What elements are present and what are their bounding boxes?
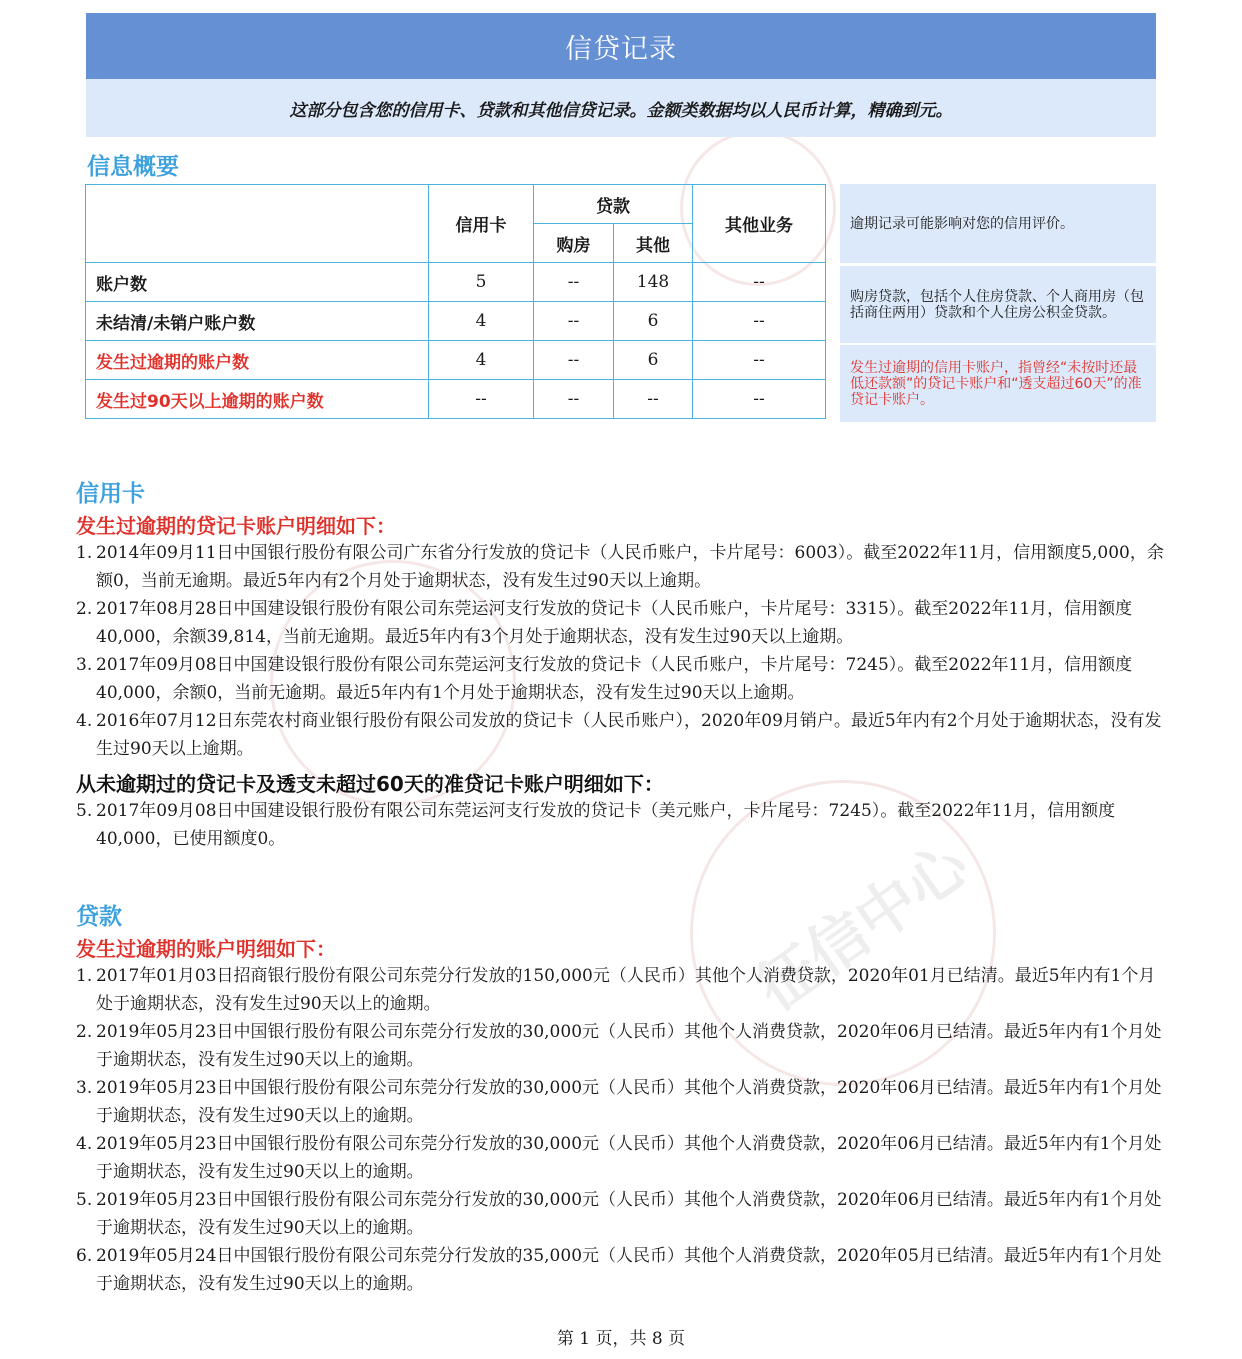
normal-cards-list: [76, 797, 1166, 853]
summary-note-overdue: 发生过逾期的信用卡账户，指曾经“未按时还最低还款额”的贷记卡账户和“透支超过60天”的准贷记卡账户。: [840, 345, 1156, 422]
cell-other: 6: [614, 341, 693, 380]
item-text: 2019年05月23日中国银行股份有限公司东莞分行发放的30,000元（人民币）其他个人消费贷款，2020年06月已结清。最近5年内有1个月处于逾期状态，没有发生过90天以上的逾期。: [96, 1022, 1162, 1070]
table-row: [86, 263, 826, 302]
cell-other: --: [614, 380, 693, 419]
list-item: [76, 1130, 1166, 1186]
summary-heading: 信息概要: [87, 154, 179, 180]
row-label: 发生过90天以上逾期的账户数: [86, 380, 429, 419]
item-number: 2.: [76, 599, 93, 619]
cell-credit-card: 5: [429, 263, 534, 302]
item-text: 2017年08月28日中国建设银行股份有限公司东莞运河支行发放的贷记卡（人民币账户，卡片尾号：3315）。截至2022年11月，信用额度40,000，余额39,814，当前无逾期。最近5年内有3个月处于逾期状态，没有发生过90天以上逾期。: [96, 599, 1133, 647]
list-item: [76, 707, 1166, 763]
overdue-loans-heading: 发生过逾期的账户明细如下：: [76, 937, 336, 961]
cell-other-business: --: [693, 302, 826, 341]
summary-note: 购房贷款，包括个人住房贷款、个人商用房（包括商住两用）贷款和个人住房公积金贷款。: [840, 266, 1156, 343]
item-text: 2014年09月11日中国银行股份有限公司广东省分行发放的贷记卡（人民币账户，卡片尾号：6003）。截至2022年11月，信用额度5,000，余额0，当前无逾期。最近5年内有2个月处于逾期状态，没有发生过90天以上逾期。: [96, 543, 1164, 591]
item-number: 5.: [76, 801, 93, 821]
cell-other: 148: [614, 263, 693, 302]
item-number: 1.: [76, 966, 93, 986]
list-item: [76, 797, 1166, 853]
row-label: 账户数: [86, 263, 429, 302]
item-text: 2016年07月12日东莞农村商业银行股份有限公司发放的贷记卡（人民币账户），2020年09月销户。最近5年内有2个月处于逾期状态，没有发生过90天以上逾期。: [96, 711, 1162, 759]
item-text: 2019年05月24日中国银行股份有限公司东莞分行发放的35,000元（人民币）其他个人消费贷款，2020年05月已结清。最近5年内有1个月处于逾期状态，没有发生过90天以上的逾期。: [96, 1246, 1162, 1294]
item-number: 4.: [76, 711, 93, 731]
credit-card-section-title: 信用卡: [76, 481, 145, 507]
table-row: [86, 302, 826, 341]
page-title: 信贷记录: [86, 13, 1156, 79]
watermark-stamp-text: 征信中心: [744, 829, 982, 1025]
table-row: [86, 380, 826, 419]
overdue-loans-list: [76, 962, 1166, 1298]
col-header-loan: 贷款: [534, 185, 693, 224]
item-number: 4.: [76, 1134, 93, 1154]
overdue-cards-heading: 发生过逾期的贷记卡账户明细如下：: [76, 514, 396, 538]
list-item: [76, 962, 1166, 1018]
item-text: 2017年09月08日中国建设银行股份有限公司东莞运河支行发放的贷记卡（美元账户，卡片尾号：7245）。截至2022年11月，信用额度40,000，已使用额度0。: [96, 801, 1116, 849]
list-item: [76, 651, 1166, 707]
item-number: 3.: [76, 655, 93, 675]
list-item: [76, 1074, 1166, 1130]
overdue-cards-list: [76, 539, 1166, 763]
col-header-loan-housing: 购房: [534, 224, 614, 263]
item-text: 2019年05月23日中国银行股份有限公司东莞分行发放的30,000元（人民币）其他个人消费贷款，2020年06月已结清。最近5年内有1个月处于逾期状态，没有发生过90天以上的逾期。: [96, 1078, 1162, 1126]
list-item: [76, 1018, 1166, 1074]
cell-housing: --: [534, 263, 614, 302]
normal-cards-heading: 从未逾期过的贷记卡及透支未超过60天的准贷记卡账户明细如下：: [76, 772, 664, 796]
table-corner-cell: [86, 185, 429, 263]
summary-note: 逾期记录可能影响对您的信用评价。: [840, 184, 1156, 263]
cell-housing: --: [534, 302, 614, 341]
list-item: [76, 1186, 1166, 1242]
item-text: 2019年05月23日中国银行股份有限公司东莞分行发放的30,000元（人民币）其他个人消费贷款，2020年06月已结清。最近5年内有1个月处于逾期状态，没有发生过90天以上的逾期。: [96, 1190, 1162, 1238]
item-number: 6.: [76, 1246, 93, 1266]
summary-table: [85, 184, 826, 419]
cell-housing: --: [534, 341, 614, 380]
cell-other-business: --: [693, 263, 826, 302]
row-label: 未结清/未销户账户数: [86, 302, 429, 341]
cell-credit-card: 4: [429, 341, 534, 380]
cell-other-business: --: [693, 380, 826, 419]
list-item: [76, 595, 1166, 651]
loans-section-title: 贷款: [76, 904, 122, 930]
item-number: 1.: [76, 543, 93, 563]
cell-credit-card: --: [429, 380, 534, 419]
col-header-credit-card: 信用卡: [429, 185, 534, 263]
item-text: 2017年01月03日招商银行股份有限公司东莞分行发放的150,000元（人民币）其他个人消费贷款，2020年01月已结清。最近5年内有1个月处于逾期状态，没有发生过90天以上的逾期。: [96, 966, 1156, 1014]
item-text: 2017年09月08日中国建设银行股份有限公司东莞运河支行发放的贷记卡（人民币账户，卡片尾号：7245）。截至2022年11月，信用额度40,000，余额0，当前无逾期。最近5年内有1个月处于逾期状态，没有发生过90天以上逾期。: [96, 655, 1133, 703]
cell-housing: --: [534, 380, 614, 419]
page-number: 第 1 页，共 8 页: [556, 1329, 686, 1349]
section-description: 这部分包含您的信用卡、贷款和其他信贷记录。金额类数据均以人民币计算，精确到元。: [86, 79, 1156, 137]
cell-other-business: --: [693, 341, 826, 380]
cell-other: 6: [614, 302, 693, 341]
item-text: 2019年05月23日中国银行股份有限公司东莞分行发放的30,000元（人民币）其他个人消费贷款，2020年06月已结清。最近5年内有1个月处于逾期状态，没有发生过90天以上的逾期。: [96, 1134, 1162, 1182]
col-header-loan-other: 其他: [614, 224, 693, 263]
item-number: 3.: [76, 1078, 93, 1098]
item-number: 5.: [76, 1190, 93, 1210]
col-header-other-business: 其他业务: [693, 185, 826, 263]
item-number: 2.: [76, 1022, 93, 1042]
row-label: 发生过逾期的账户数: [86, 341, 429, 380]
table-row: [86, 341, 826, 380]
list-item: [76, 539, 1166, 595]
list-item: [76, 1242, 1166, 1298]
cell-credit-card: 4: [429, 302, 534, 341]
